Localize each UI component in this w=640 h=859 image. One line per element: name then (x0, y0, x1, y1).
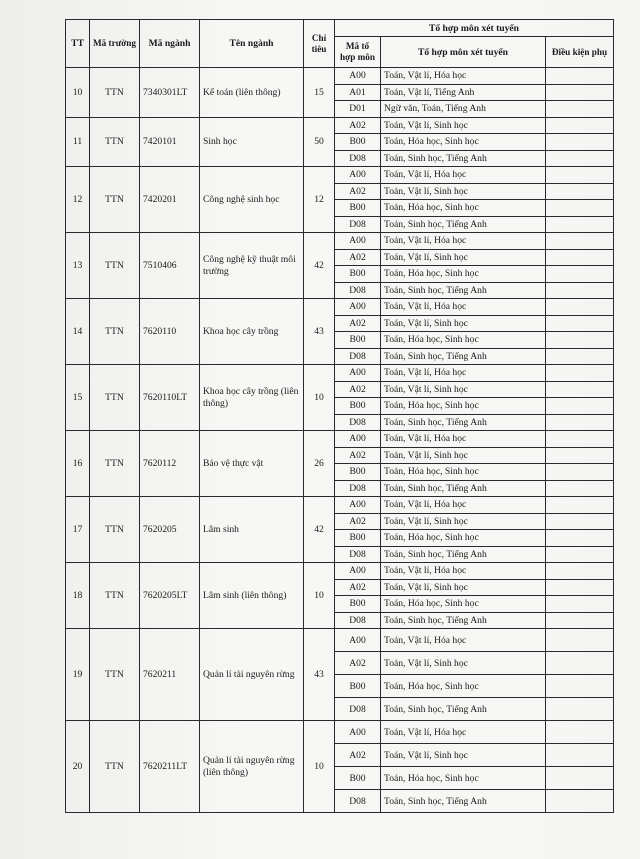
combo-code-cell: D08 (335, 480, 381, 497)
combo-subjects-cell: Toán, Hóa học, Sinh học (381, 767, 546, 790)
combo-code-cell: A00 (335, 563, 381, 580)
combo-code-cell: B00 (335, 200, 381, 217)
combo-code-cell: A02 (335, 513, 381, 530)
row-tt-cell: 14 (66, 299, 90, 365)
combo-code-cell: A00 (335, 629, 381, 652)
combo-subjects-cell: Toán, Vật lí, Sinh học (381, 652, 546, 675)
row-ma-nganh-cell: 7620205LT (140, 563, 200, 629)
combo-code-cell: A02 (335, 744, 381, 767)
row-tt-cell: 11 (66, 117, 90, 167)
combo-condition-cell (546, 480, 614, 497)
header-ma-nganh: Mã ngành (140, 20, 200, 68)
combo-code-cell: D08 (335, 150, 381, 167)
combo-subjects-cell: Toán, Hóa học, Sinh học (381, 134, 546, 151)
combo-subjects-cell: Toán, Vật lí, Sinh học (381, 117, 546, 134)
row-chi-tieu-cell: 12 (304, 167, 335, 233)
combo-condition-cell (546, 530, 614, 547)
row-ten-nganh-cell: Công nghệ sinh học (200, 167, 304, 233)
combo-subjects-cell: Toán, Vật lí, Sinh học (381, 183, 546, 200)
combo-condition-cell (546, 134, 614, 151)
header-to-hop-group: Tổ hợp môn xét tuyển (335, 20, 614, 37)
table-row (66, 365, 614, 382)
row-tt-cell: 16 (66, 431, 90, 497)
combo-code-cell: B00 (335, 675, 381, 698)
combo-subjects-cell: Toán, Sinh học, Tiếng Anh (381, 546, 546, 563)
combo-code-cell: D08 (335, 282, 381, 299)
combo-code-cell: A00 (335, 68, 381, 85)
table-row (66, 721, 614, 744)
row-chi-tieu-cell: 15 (304, 68, 335, 118)
row-ten-nganh-cell: Khoa học cây trồng (liên thông) (200, 365, 304, 431)
combo-condition-cell (546, 767, 614, 790)
row-ten-nganh-cell: Sinh học (200, 117, 304, 167)
combo-subjects-cell: Toán, Hóa học, Sinh học (381, 266, 546, 283)
row-ma-nganh-cell: 7620110 (140, 299, 200, 365)
combo-subjects-cell: Toán, Sinh học, Tiếng Anh (381, 150, 546, 167)
row-ma-nganh-cell: 7620112 (140, 431, 200, 497)
combo-condition-cell (546, 563, 614, 580)
combo-code-cell: B00 (335, 266, 381, 283)
combo-subjects-cell: Toán, Vật lí, Hóa học (381, 629, 546, 652)
row-ma-truong-cell: TTN (90, 721, 140, 813)
combo-subjects-cell: Toán, Vật lí, Hóa học (381, 233, 546, 250)
row-chi-tieu-cell: 43 (304, 629, 335, 721)
table-row (66, 167, 614, 184)
combo-code-cell: A00 (335, 431, 381, 448)
combo-code-cell: D08 (335, 612, 381, 629)
row-ten-nganh-cell: Kế toán (liên thông) (200, 68, 304, 118)
combo-subjects-cell: Toán, Vật lí, Hóa học (381, 365, 546, 382)
combo-subjects-cell: Ngữ văn, Toán, Tiếng Anh (381, 101, 546, 118)
combo-condition-cell (546, 431, 614, 448)
combo-code-cell: D08 (335, 348, 381, 365)
row-tt-cell: 13 (66, 233, 90, 299)
row-ma-truong-cell: TTN (90, 365, 140, 431)
row-tt-cell: 12 (66, 167, 90, 233)
combo-subjects-cell: Toán, Vật lí, Hóa học (381, 563, 546, 580)
combo-condition-cell (546, 629, 614, 652)
combo-condition-cell (546, 332, 614, 349)
row-ma-truong-cell: TTN (90, 299, 140, 365)
combo-condition-cell (546, 68, 614, 85)
combo-condition-cell (546, 299, 614, 316)
header-ma-truong: Mã trường (90, 20, 140, 68)
combo-subjects-cell: Toán, Sinh học, Tiếng Anh (381, 216, 546, 233)
combo-subjects-cell: Toán, Sinh học, Tiếng Anh (381, 414, 546, 431)
row-tt-cell: 18 (66, 563, 90, 629)
row-chi-tieu-cell: 43 (304, 299, 335, 365)
combo-code-cell: A02 (335, 183, 381, 200)
combo-code-cell: B00 (335, 464, 381, 481)
combo-condition-cell (546, 233, 614, 250)
table-row (66, 563, 614, 580)
combo-code-cell: A00 (335, 365, 381, 382)
combo-code-cell: D08 (335, 546, 381, 563)
combo-condition-cell (546, 200, 614, 217)
combo-code-cell: A02 (335, 249, 381, 266)
combo-subjects-cell: Toán, Hóa học, Sinh học (381, 398, 546, 415)
combo-subjects-cell: Toán, Sinh học, Tiếng Anh (381, 282, 546, 299)
row-ten-nganh-cell: Bảo vệ thực vật (200, 431, 304, 497)
row-chi-tieu-cell: 26 (304, 431, 335, 497)
combo-subjects-cell: Toán, Vật lí, Tiếng Anh (381, 84, 546, 101)
combo-subjects-cell: Toán, Hóa học, Sinh học (381, 675, 546, 698)
combo-condition-cell (546, 744, 614, 767)
combo-subjects-cell: Toán, Vật lí, Hóa học (381, 167, 546, 184)
row-chi-tieu-cell: 10 (304, 721, 335, 813)
row-ma-truong-cell: TTN (90, 68, 140, 118)
combo-condition-cell (546, 721, 614, 744)
combo-subjects-cell: Toán, Vật lí, Sinh học (381, 447, 546, 464)
combo-condition-cell (546, 216, 614, 233)
combo-code-cell: D08 (335, 414, 381, 431)
combo-code-cell: A00 (335, 497, 381, 514)
row-ma-truong-cell: TTN (90, 233, 140, 299)
combo-code-cell: D08 (335, 790, 381, 813)
row-ten-nganh-cell: Quản lí tài nguyên rừng (200, 629, 304, 721)
table-row (66, 117, 614, 134)
combo-code-cell: A00 (335, 233, 381, 250)
row-ma-nganh-cell: 7340301LT (140, 68, 200, 118)
combo-code-cell: D08 (335, 698, 381, 721)
combo-subjects-cell: Toán, Vật lí, Sinh học (381, 381, 546, 398)
combo-condition-cell (546, 84, 614, 101)
combo-condition-cell (546, 315, 614, 332)
row-ma-nganh-cell: 7620211LT (140, 721, 200, 813)
row-ma-truong-cell: TTN (90, 167, 140, 233)
row-ten-nganh-cell: Công nghệ kỹ thuật môi trường (200, 233, 304, 299)
combo-condition-cell (546, 381, 614, 398)
combo-code-cell: A02 (335, 447, 381, 464)
combo-condition-cell (546, 596, 614, 613)
row-tt-cell: 20 (66, 721, 90, 813)
row-ten-nganh-cell: Khoa học cây trồng (200, 299, 304, 365)
combo-code-cell: A02 (335, 579, 381, 596)
table-row (66, 233, 614, 250)
combo-condition-cell (546, 150, 614, 167)
row-ten-nganh-cell: Quản lí tài nguyên rừng (liên thông) (200, 721, 304, 813)
combo-code-cell: B00 (335, 596, 381, 613)
header-to-hop-mon: Tổ hợp môn xét tuyển (381, 37, 546, 68)
combo-subjects-cell: Toán, Sinh học, Tiếng Anh (381, 790, 546, 813)
table-row (66, 68, 614, 85)
combo-subjects-cell: Toán, Hóa học, Sinh học (381, 596, 546, 613)
combo-code-cell: A02 (335, 381, 381, 398)
combo-condition-cell (546, 249, 614, 266)
table-row (66, 431, 614, 448)
combo-subjects-cell: Toán, Vật lí, Hóa học (381, 431, 546, 448)
row-ma-truong-cell: TTN (90, 431, 140, 497)
combo-subjects-cell: Toán, Hóa học, Sinh học (381, 530, 546, 547)
combo-condition-cell (546, 612, 614, 629)
row-tt-cell: 19 (66, 629, 90, 721)
table-row (66, 299, 614, 316)
combo-subjects-cell: Toán, Vật lí, Hóa học (381, 299, 546, 316)
row-ma-truong-cell: TTN (90, 497, 140, 563)
combo-condition-cell (546, 282, 614, 299)
combo-subjects-cell: Toán, Hóa học, Sinh học (381, 332, 546, 349)
combo-code-cell: A00 (335, 167, 381, 184)
combo-subjects-cell: Toán, Vật lí, Hóa học (381, 68, 546, 85)
combo-condition-cell (546, 398, 614, 415)
combo-subjects-cell: Toán, Hóa học, Sinh học (381, 464, 546, 481)
combo-subjects-cell: Toán, Vật lí, Sinh học (381, 249, 546, 266)
table-header-row (66, 20, 614, 37)
table-row (66, 629, 614, 652)
combo-condition-cell (546, 698, 614, 721)
row-ma-nganh-cell: 7510406 (140, 233, 200, 299)
header-dieu-kien: Điều kiện phụ (546, 37, 614, 68)
combo-condition-cell (546, 513, 614, 530)
combo-code-cell: A00 (335, 299, 381, 316)
combo-code-cell: A00 (335, 721, 381, 744)
row-chi-tieu-cell: 42 (304, 233, 335, 299)
combo-code-cell: D08 (335, 216, 381, 233)
row-ma-nganh-cell: 7620205 (140, 497, 200, 563)
row-tt-cell: 17 (66, 497, 90, 563)
combo-subjects-cell: Toán, Sinh học, Tiếng Anh (381, 480, 546, 497)
combo-condition-cell (546, 414, 614, 431)
row-chi-tieu-cell: 50 (304, 117, 335, 167)
combo-condition-cell (546, 167, 614, 184)
combo-condition-cell (546, 464, 614, 481)
table-row (66, 497, 614, 514)
combo-subjects-cell: Toán, Sinh học, Tiếng Anh (381, 612, 546, 629)
combo-subjects-cell: Toán, Vật lí, Sinh học (381, 579, 546, 596)
combo-code-cell: B00 (335, 134, 381, 151)
combo-subjects-cell: Toán, Hóa học, Sinh học (381, 200, 546, 217)
combo-condition-cell (546, 447, 614, 464)
combo-code-cell: A02 (335, 117, 381, 134)
header-ma-to-hop: Mã tổ hợp môn (335, 37, 381, 68)
combo-subjects-cell: Toán, Vật lí, Sinh học (381, 513, 546, 530)
row-ma-nganh-cell: 7420201 (140, 167, 200, 233)
combo-subjects-cell: Toán, Vật lí, Hóa học (381, 497, 546, 514)
row-ma-truong-cell: TTN (90, 629, 140, 721)
combo-condition-cell (546, 117, 614, 134)
combo-condition-cell (546, 497, 614, 514)
combo-code-cell: B00 (335, 398, 381, 415)
row-chi-tieu-cell: 10 (304, 563, 335, 629)
combo-condition-cell (546, 579, 614, 596)
row-chi-tieu-cell: 10 (304, 365, 335, 431)
combo-condition-cell (546, 266, 614, 283)
admissions-table (65, 19, 614, 813)
combo-code-cell: A01 (335, 84, 381, 101)
row-ma-nganh-cell: 7620110LT (140, 365, 200, 431)
table-body (66, 68, 614, 813)
combo-code-cell: B00 (335, 530, 381, 547)
combo-subjects-cell: Toán, Sinh học, Tiếng Anh (381, 698, 546, 721)
row-ten-nganh-cell: Lâm sinh (200, 497, 304, 563)
combo-condition-cell (546, 546, 614, 563)
combo-condition-cell (546, 365, 614, 382)
row-ma-nganh-cell: 7620211 (140, 629, 200, 721)
header-chi-tieu: Chỉ tiêu (304, 20, 335, 68)
combo-code-cell: A02 (335, 652, 381, 675)
combo-subjects-cell: Toán, Sinh học, Tiếng Anh (381, 348, 546, 365)
combo-condition-cell (546, 348, 614, 365)
combo-condition-cell (546, 183, 614, 200)
combo-condition-cell (546, 790, 614, 813)
row-ma-truong-cell: TTN (90, 563, 140, 629)
combo-code-cell: A02 (335, 315, 381, 332)
combo-code-cell: B00 (335, 767, 381, 790)
combo-condition-cell (546, 652, 614, 675)
row-ma-truong-cell: TTN (90, 117, 140, 167)
combo-condition-cell (546, 675, 614, 698)
row-ma-nganh-cell: 7420101 (140, 117, 200, 167)
row-tt-cell: 15 (66, 365, 90, 431)
row-chi-tieu-cell: 42 (304, 497, 335, 563)
combo-subjects-cell: Toán, Vật lí, Sinh học (381, 315, 546, 332)
row-tt-cell: 10 (66, 68, 90, 118)
header-ten-nganh: Tên ngành (200, 20, 304, 68)
row-ten-nganh-cell: Lâm sinh (liên thông) (200, 563, 304, 629)
combo-subjects-cell: Toán, Vật lí, Hóa học (381, 721, 546, 744)
header-tt: TT (66, 20, 90, 68)
combo-code-cell: B00 (335, 332, 381, 349)
combo-subjects-cell: Toán, Vật lí, Sinh học (381, 744, 546, 767)
combo-condition-cell (546, 101, 614, 118)
combo-code-cell: D01 (335, 101, 381, 118)
